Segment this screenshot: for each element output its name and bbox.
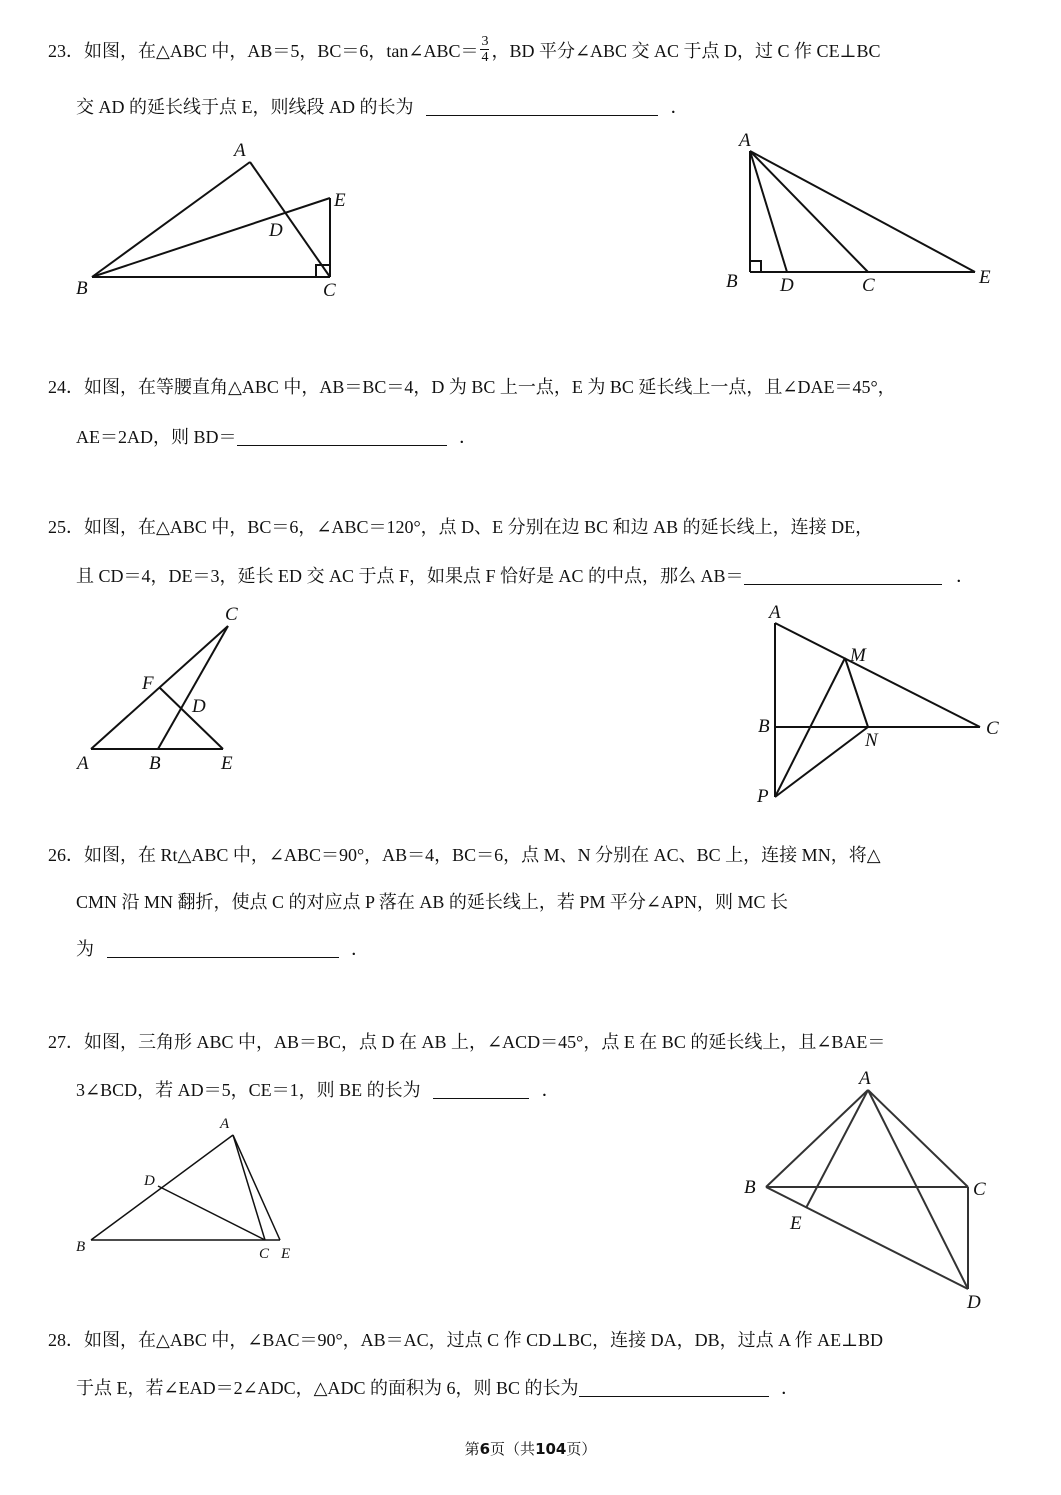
label-A: A	[739, 130, 751, 151]
label-C: C	[225, 604, 238, 625]
q26-line3: 为 ．	[76, 939, 369, 959]
label-A: A	[859, 1068, 871, 1089]
label-A: A	[769, 602, 781, 623]
label-B: B	[758, 716, 770, 737]
label-F: F	[142, 673, 154, 694]
label-D: D	[192, 696, 206, 717]
label-C: C	[973, 1179, 986, 1200]
label-A: A	[234, 140, 246, 161]
label-E: E	[979, 267, 991, 288]
label-A: A	[77, 753, 89, 774]
current-page: 6	[479, 1440, 491, 1458]
q26-line1: 26．如图，在 Rt△ABC 中，∠ABC＝90°，AB＝4，BC＝6，点 M、N 分别在 AC、BC 上，连接 MN，将△	[48, 845, 881, 865]
label-B: B	[726, 271, 738, 292]
page-footer: 第6页（共104页）	[464, 1440, 597, 1458]
q24-line2: AE＝2AD，则 BD＝ ．	[76, 427, 477, 447]
label-B: B	[744, 1177, 756, 1198]
q23-fraction: $\frac{3}{4}$	[481, 34, 489, 66]
q24-line1: 24．如图，在等腰直角△ABC 中，AB＝BC＝4，D 为 BC 上一点，E 为 BC 延长线上一点，且∠DAE＝45°，	[48, 377, 896, 397]
label-A: A	[220, 1116, 230, 1132]
label-E: E	[281, 1246, 291, 1262]
label-C: C	[323, 280, 336, 301]
label-C: C	[862, 275, 875, 296]
label-M: M	[850, 645, 866, 666]
q27-line1: 27．如图，三角形 ABC 中，AB＝BC，点 D 在 AB 上，∠ACD＝45°，点 E 在 BC 的延长线上，且∠BAE＝	[48, 1032, 886, 1052]
q23-line2: 交 AD 的延长线于点 E，则线段 AD 的长为 ．	[76, 97, 689, 117]
q28-line2: 于点 E，若∠EAD＝2∠ADC，△ADC 的面积为 6，则 BC 的长为 ．	[76, 1378, 800, 1398]
label-D: D	[269, 220, 283, 241]
label-N: N	[865, 730, 878, 751]
q25-line2: 且 CD＝4，DE＝3，延长 ED 交 AC 于点 F，如果点 F 恰好是 AC 的中点，那么 AB＝ ．	[76, 566, 975, 586]
q28-answer-blank[interactable]	[579, 1378, 769, 1397]
label-E: E	[790, 1213, 802, 1234]
label-E: E	[334, 190, 346, 211]
q28-line1: 28．如图，在△ABC 中，∠BAC＝90°，AB＝AC，过点 C 作 CD⊥BC，连接 DA，DB，过点 A 作 AE⊥BD	[48, 1330, 884, 1350]
label-B: B	[76, 278, 88, 299]
label-D: D	[780, 275, 794, 296]
label-E: E	[221, 753, 233, 774]
q23-text-b: ，BD 平分∠ABC 交 AC 于点 D，过 C 作 CE⊥BC	[491, 41, 881, 61]
q25-line1: 25．如图，在△ABC 中，BC＝6，∠ABC＝120°，点 D、E 分别在边 BC 和边 AB 的延长线上，连接 DE，	[48, 517, 874, 537]
label-B: B	[76, 1239, 86, 1255]
label-C: C	[259, 1246, 270, 1262]
q27-line2: 3∠BCD，若 AD＝5，CE＝1，则 BE 的长为 ．	[76, 1080, 560, 1100]
total-pages: 104	[535, 1440, 567, 1458]
label-P: P	[757, 786, 769, 807]
label-D: D	[967, 1292, 981, 1313]
label-B: B	[149, 753, 161, 774]
q26-line2: CMN 沿 MN 翻折，使点 C 的对应点 P 落在 AB 的延长线上，若 PM 平分∠APN，则 MC 长	[76, 892, 788, 912]
label-D: D	[144, 1173, 155, 1189]
label-C: C	[986, 718, 999, 739]
q23-text-a: 23．如图，在△ABC 中，AB＝5，BC＝6，tan∠ABC＝	[48, 41, 479, 61]
